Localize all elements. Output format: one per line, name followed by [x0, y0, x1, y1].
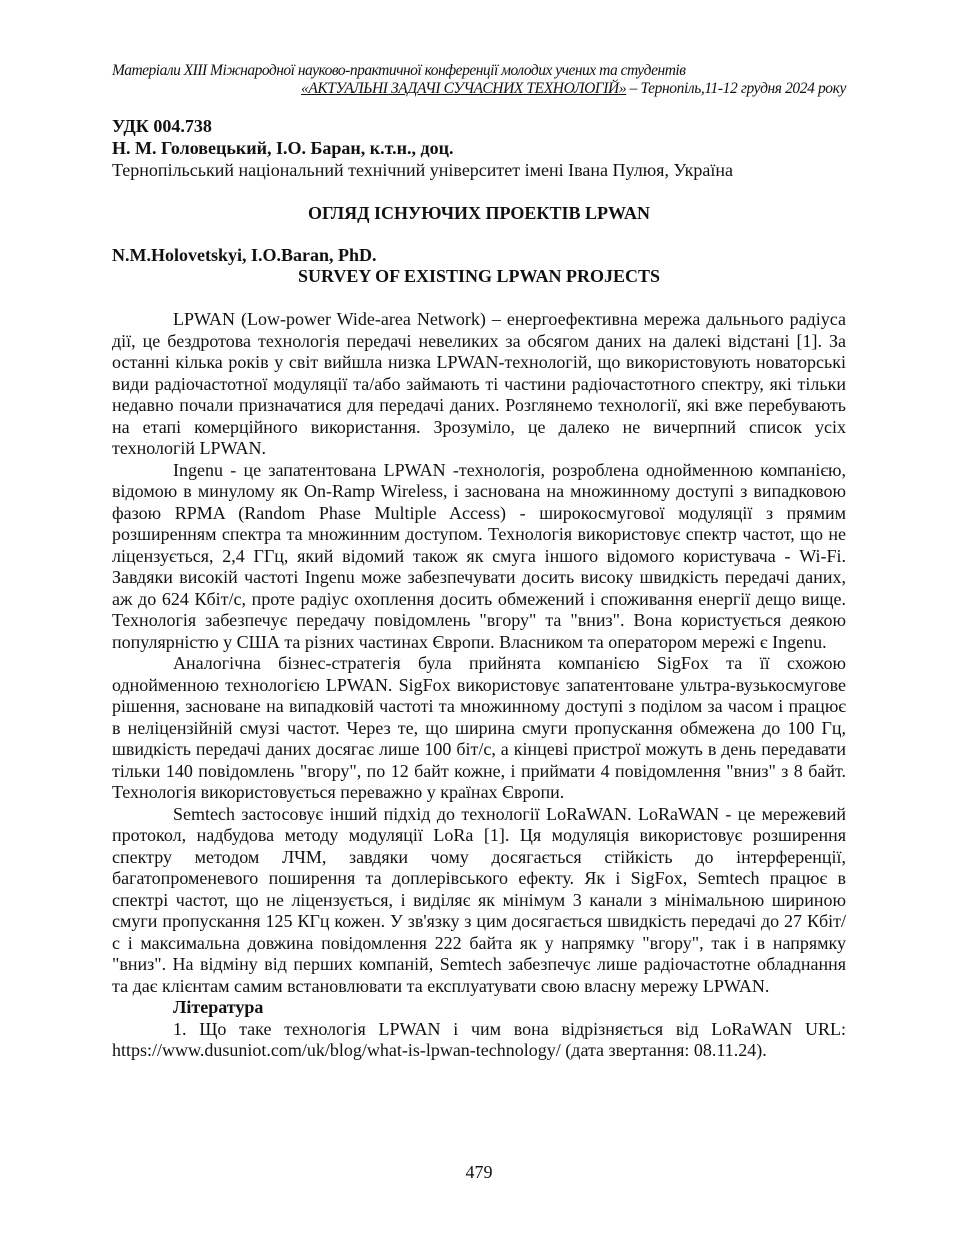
references-title: Література	[173, 997, 264, 1017]
conference-header-line1: Матеріали XIII Міжнародної науково-практичної конференції молодих учених та студентів	[112, 62, 686, 79]
paragraph: Semtech застосовує інший підхід до технології LoRaWAN. LoRaWAN - це мережевий протокол, надбудова методу модуляції LoRa [1]. Ця модуляція використовує розширення спектру методом ЛЧМ, завдяки чому досягається стійкість до інтерференції, багатопроменевого поширення та доплерівського ефекту. Як і SigFox, Semtech працює в спектрі частот, що не ліцензується, і виділяє як мінімум 3 канали з мінімальною шириною смуги пропускання 125 КГц кожен. У зв'язку з цим досягається швидкість передачі до 27 Кбіт/с і максимальна довжина повідомлення 222 байта як у напрямку "вгору", так і в напрямку "вниз". На відміну від перших компаній, Semtech забезпечує лише радіочастотне обладнання та дає клієнтам самим встановлювати та експлуатувати свою власну мережу LPWAN.	[112, 803, 846, 996]
paragraph: Ingenu - це запатентована LPWAN -технологія, розроблена однойменною компанією, відомою в минулому як On-Ramp Wireless, і заснована на множинному доступі з випадковою фазою RPMA (Random Phase Multiple Access) - широкосмугової модуляції з прямим розширенням спектра та множинним доступом. Технологія використовує спектр частот, що не ліцензується, 2,4 ГГц, який відомий також як смуга іншого відомого користувача - Wi-Fi. Завдяки високій частоті Ingenu може забезпечувати досить високу швидкість передачі даних, аж до 624 Кбіт/с, проте радіус охоплення досить обмежений і споживання енергії дещо вище. Технологія забезпечує передачу повідомлень "вгору" та "вниз". Вона користується деякою популярністю у США та різних частинах Європи. Власником та оператором мережі є Ingenu.	[112, 459, 846, 652]
title-ua: ОГЛЯД ІСНУЮЧИХ ПРОЕКТІВ LPWAN	[307, 203, 650, 223]
page-number: 479	[465, 1162, 493, 1182]
conference-title: «АКТУАЛЬНІ ЗАДАЧІ СУЧАСНИХ ТЕХНОЛОГІЙ»	[300, 80, 627, 97]
affiliation: Тернопільський національний технічний університет імені Івана Пулюя, Україна	[112, 160, 733, 180]
reference-item: 1. Що таке технологія LPWAN і чим вона відрізняється від LoRaWAN URL: https://www.dusuniot.com/uk/blog/what-is-lpwan-technology/ (дата звертання: 08.11.24).	[112, 1018, 846, 1060]
title-en: SURVEY OF EXISTING LPWAN PROJECTS	[297, 266, 661, 286]
udk-code: УДК 004.738	[112, 116, 212, 136]
paragraph: LPWAN (Low-power Wide-area Network) – енергоефективна мережа дальнього радіуса дії, це бездротова технологія передачі невеликих за обсягом даних на далекі відстані [1]. За останні кілька років у світ вийшла низка LPWAN-технологій, що використовують новаторські види радіочастотної модуляції та/або займають ті частини радіочастотного спектру, які тільки недавно почали призначатися для передачі даних. Розглянемо технології, які вже перебувають на етапі комерційного використання. Зрозуміло, це далеко не вичерпний список усіх технологій LPWAN.	[112, 309, 846, 458]
paragraph: Аналогічна бізнес-стратегія була прийнята компанією SigFox та її схожою однойменною технологією LPWAN. SigFox використовує запатентоване ультра-вузькосмугове рішення, засноване на випадковій частоті та множинному доступі з поділом за часом і працює в неліцензійній смузі частот. Через те, що ширина смуги пропускання обмежена до 100 Гц, швидкість передачі даних досягає лише 100 біт/с, а кінцеві пристрої можуть в день передавати тільки 140 повідомлень "вгору", по 12 байт кожне, і приймати 4 повідомлення "вниз" з 8 байт. Технологія використовується переважно у країнах Європи.	[112, 653, 846, 802]
authors-ua: Н. М. Головецький, І.О. Баран, к.т.н., доц.	[112, 138, 454, 158]
authors-en: N.M.Holovetskyi, I.O.Baran, PhD.	[112, 245, 377, 265]
article-body	[112, 309, 846, 1062]
conference-place-date: – Тернопіль,11-12 грудня 2024 року	[626, 80, 846, 97]
conference-header-line2	[301, 80, 846, 98]
